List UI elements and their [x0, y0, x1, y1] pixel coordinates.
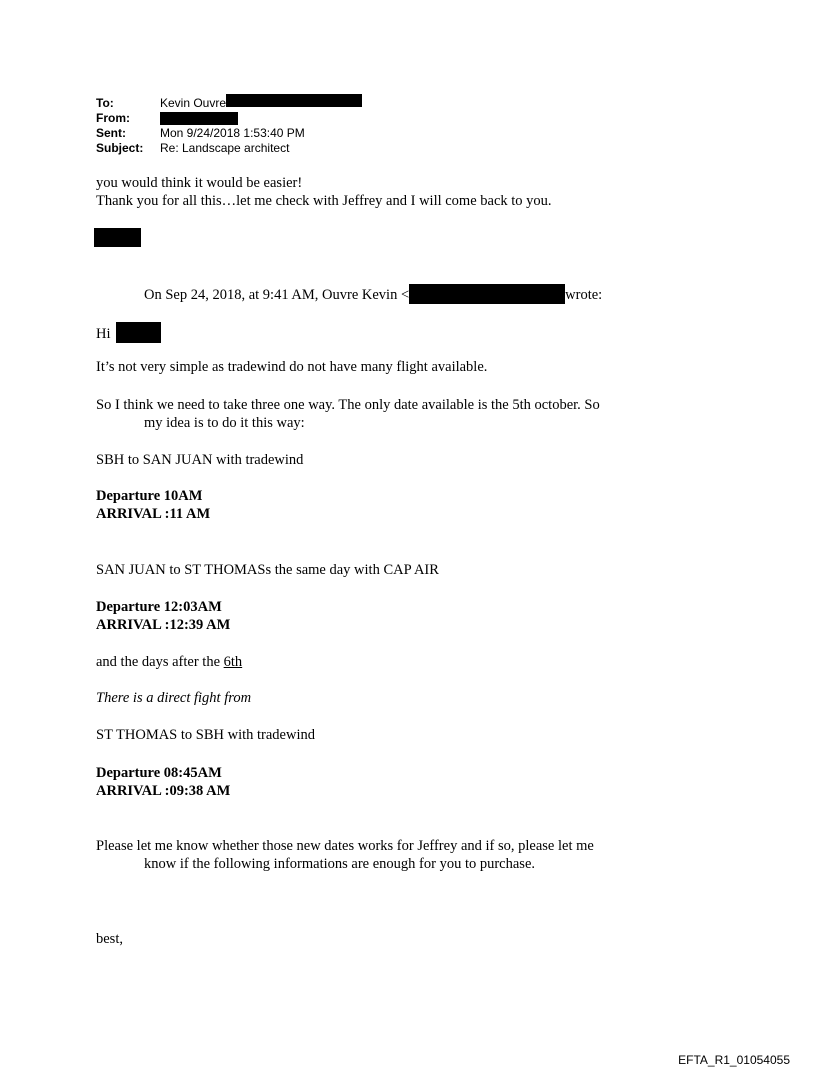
quote-header [144, 284, 602, 304]
route-2-departure: Departure 12:03AM [96, 599, 222, 615]
subject-label: Subject: [96, 141, 144, 155]
from-value [160, 111, 238, 126]
to-name: Kevin Ouvre [160, 96, 227, 110]
paragraph-2-line-1: So I think we need to take three one way. The only date available is the 5th october. So [96, 397, 600, 413]
sent-value: Mon 9/24/2018 1:53:40 PM [160, 126, 305, 140]
paragraph-2-line-2: my idea is to do it this way: [144, 415, 305, 431]
days-after-prefix: and the days after the [96, 654, 224, 670]
redaction-block [160, 112, 238, 125]
route-2-arrival: ARRIVAL :12:39 AM [96, 617, 231, 633]
from-label: From: [96, 111, 130, 125]
closing: best, [96, 931, 123, 947]
route-1: SBH to SAN JUAN with tradewind [96, 452, 304, 468]
document-id: EFTA_R1_01054055 [678, 1053, 790, 1067]
email-header [96, 96, 362, 156]
to-label: To: [96, 96, 114, 110]
sent-row [96, 126, 362, 141]
redaction-block [409, 284, 565, 304]
route-2: SAN JUAN to ST THOMASs the same day with CAP AIR [96, 562, 439, 578]
reply-line-1: you would think it would be easier! [96, 175, 303, 191]
sent-label: Sent: [96, 126, 126, 140]
greeting-text: Hi [96, 326, 111, 342]
route-1-departure: Departure 10AM [96, 488, 203, 504]
subject-value: Re: Landscape architect [160, 141, 290, 155]
subject-row [96, 141, 362, 156]
paragraph-1: It’s not very simple as tradewind do not have many flight available. [96, 359, 488, 375]
route-1-arrival: ARRIVAL :11 AM [96, 506, 211, 522]
reply-line-2: Thank you for all this…let me check with Jeffrey and I will come back to you. [96, 193, 552, 209]
paragraph-3-line-1: Please let me know whether those new dates works for Jeffrey and if so, please let me [96, 838, 594, 854]
route-3-departure: Departure 08:45AM [96, 765, 222, 781]
to-value [160, 96, 362, 111]
from-row [96, 111, 362, 126]
redaction-block [94, 228, 141, 247]
to-row [96, 96, 362, 111]
redaction-block [226, 94, 362, 107]
paragraph-3-line-2: know if the following informations are enough for you to purchase. [144, 856, 536, 872]
direct-fight-line: There is a direct fight from [96, 690, 252, 706]
route-3-arrival: ARRIVAL :09:38 AM [96, 783, 231, 799]
redaction-block [116, 322, 161, 343]
greeting [96, 322, 161, 343]
days-after-line [96, 653, 242, 671]
quote-header-prefix: On Sep 24, 2018, at 9:41 AM, Ouvre Kevin < [144, 287, 410, 303]
days-after-date: 6th [223, 654, 243, 670]
route-3: ST THOMAS to SBH with tradewind [96, 727, 315, 743]
quote-header-suffix: wrote: [565, 287, 603, 303]
